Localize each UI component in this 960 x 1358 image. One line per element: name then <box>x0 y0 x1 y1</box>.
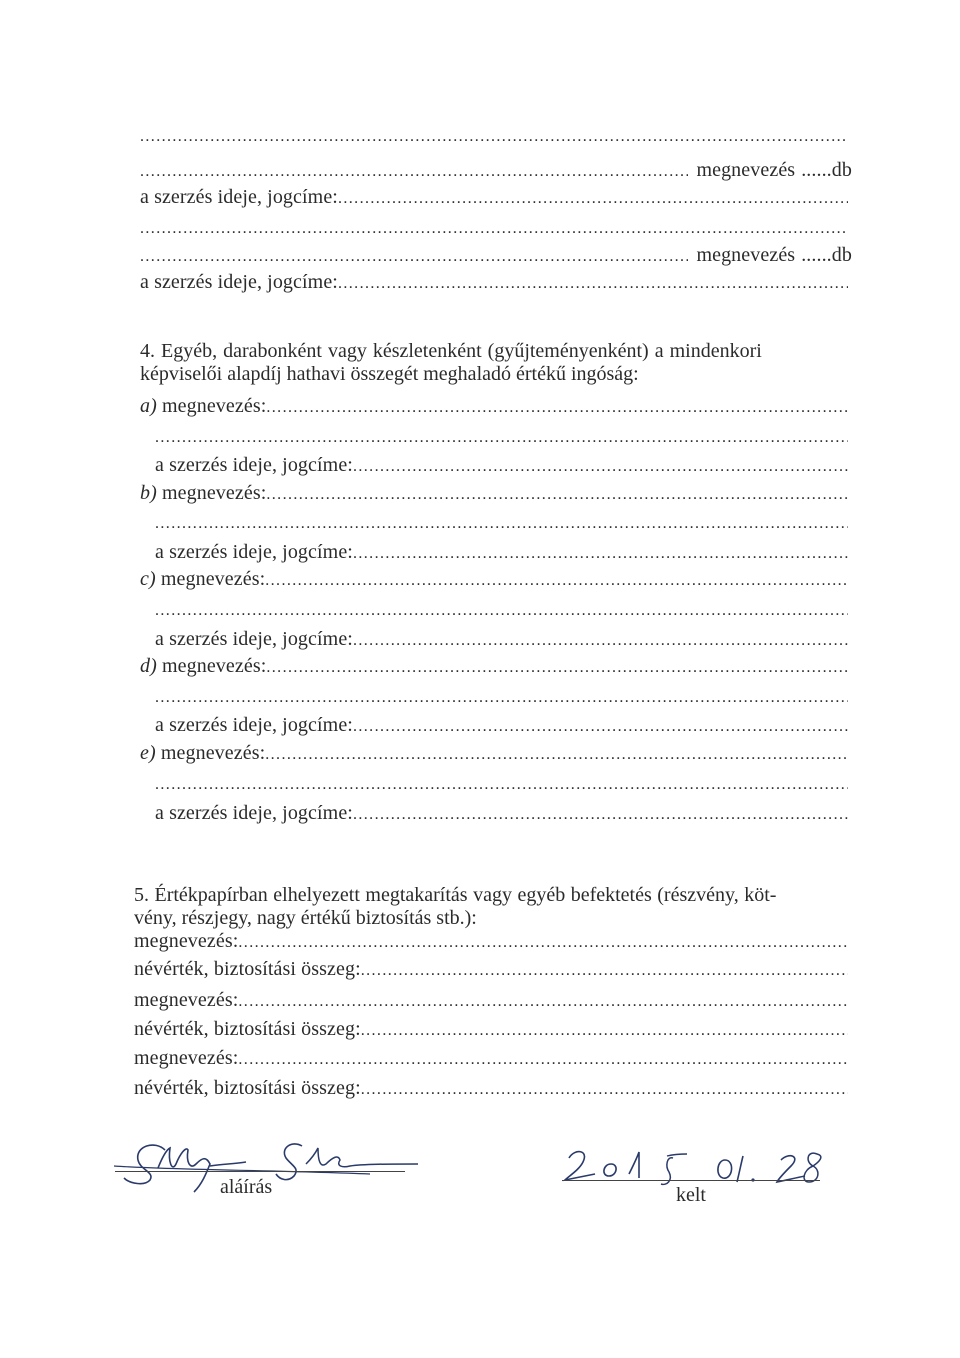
dotted-line <box>155 772 848 802</box>
item-name-label: megnevezés <box>696 244 796 266</box>
name-label: megnevezés: <box>134 1047 239 1069</box>
section4-item-e-name <box>140 742 848 772</box>
name-label: megnevezés: <box>134 930 239 952</box>
section5-heading <box>134 884 856 930</box>
section4-item-c-acquisition <box>155 628 848 658</box>
item-count-unit: ......db <box>801 244 852 266</box>
section4-heading-line1: 4. Egyéb, darabonként vagy készletenként (gyűjteményenként) a mindenkori <box>140 340 762 362</box>
dotted-line <box>140 216 848 246</box>
section5-row <box>134 930 848 960</box>
acquisition-label: a szerzés ideje, jogcíme: <box>140 186 338 208</box>
acquisition-line <box>140 186 848 216</box>
item-name-label: megnevezés: <box>161 395 267 417</box>
item-name-label: megnevezés: <box>160 568 266 590</box>
acquisition-line <box>140 271 848 301</box>
item-count-unit: ......db <box>801 159 852 181</box>
section4-item-d-acquisition <box>155 714 848 744</box>
item-letter: d) <box>140 655 157 677</box>
section5-row <box>134 1077 848 1107</box>
section4-item-a-acquisition <box>155 454 848 484</box>
item-name-label: megnevezés <box>696 159 796 181</box>
signature-caption: aláírás <box>220 1176 273 1198</box>
acquisition-label: a szerzés ideje, jogcíme: <box>155 628 353 650</box>
face-value-label: névérték, biztosítási összeg: <box>134 958 361 980</box>
item-name-line <box>140 159 852 189</box>
acquisition-label: a szerzés ideje, jogcíme: <box>155 802 353 824</box>
face-value-label: névérték, biztosítási összeg: <box>134 1018 361 1040</box>
face-value-label: névérték, biztosítási összeg: <box>134 1077 361 1099</box>
section5-row <box>134 958 848 988</box>
name-label: megnevezés: <box>134 989 239 1011</box>
dotted-line <box>155 598 848 628</box>
acquisition-label: a szerzés ideje, jogcíme: <box>155 541 353 563</box>
section4-heading-line2: képviselői alapdíj hathavi összegét meghaladó értékű ingóság: <box>140 363 639 385</box>
section4-item-c-name <box>140 568 848 598</box>
signature-line <box>115 1171 405 1172</box>
item-name-label: megnevezés: <box>161 655 267 677</box>
section4-heading <box>140 340 860 386</box>
dotted-line <box>140 124 848 154</box>
item-letter: e) <box>140 742 156 764</box>
dotted-line <box>155 685 848 715</box>
section4-item-e-acquisition <box>155 802 848 832</box>
section5-heading-line2: vény, részjegy, nagy értékű biztosítás stb.): <box>134 907 477 929</box>
item-name-line <box>140 244 852 274</box>
item-letter: b) <box>140 482 157 504</box>
item-name-label: megnevezés: <box>161 482 267 504</box>
date-line <box>562 1180 820 1181</box>
section5-heading-line1: 5. Értékpapírban elhelyezett megtakarítás vagy egyéb befektetés (részvény, köt- <box>134 884 777 906</box>
date-caption: kelt <box>676 1184 706 1206</box>
section4-item-b-acquisition <box>155 541 848 571</box>
acquisition-label: a szerzés ideje, jogcíme: <box>155 454 353 476</box>
dotted-line <box>155 425 848 455</box>
acquisition-label: a szerzés ideje, jogcíme: <box>140 271 338 293</box>
section5-row <box>134 1018 848 1048</box>
item-letter: c) <box>140 568 156 590</box>
dotted-line <box>155 511 848 541</box>
section4-item-d-name <box>140 655 848 685</box>
section5-row <box>134 1047 848 1077</box>
section4-item-b-name <box>140 482 848 512</box>
section5-row <box>134 989 848 1019</box>
acquisition-label: a szerzés ideje, jogcíme: <box>155 714 353 736</box>
item-letter: a) <box>140 395 157 417</box>
item-name-label: megnevezés: <box>160 742 266 764</box>
section4-item-a-name <box>140 395 848 425</box>
